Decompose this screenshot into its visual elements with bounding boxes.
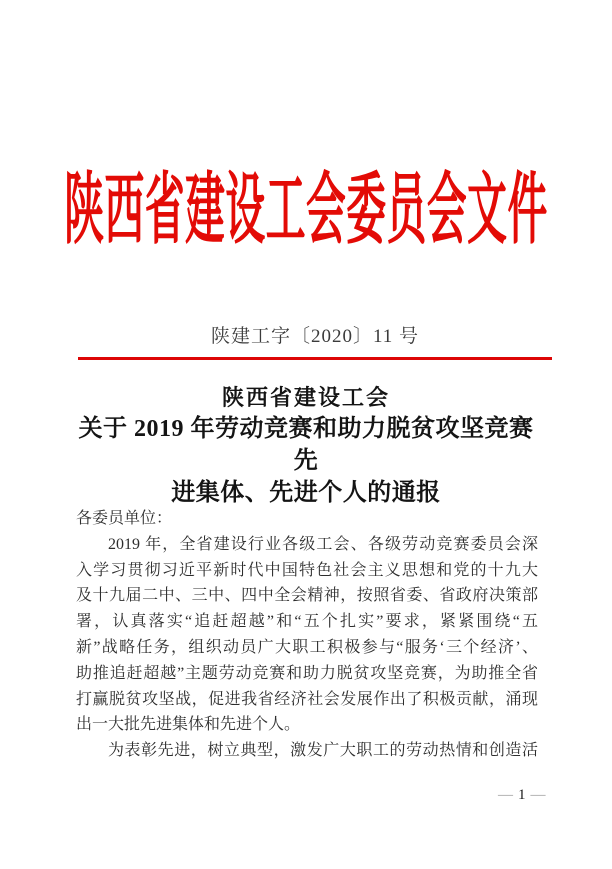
red-divider-line <box>78 357 552 360</box>
body-line: 出一大批先进集体和先进个人。 <box>76 716 301 734</box>
document-number: 陕建工字〔2020〕11 号 <box>210 326 420 347</box>
body-line: 为表彰先进，树立典型，激发广大职工的劳动热情和创造活 <box>108 742 538 760</box>
body-line: 署，认真落实“追赶超越”和“五个扎实”要求，紧紧围绕“五 <box>76 613 538 631</box>
page-number-value: 1 <box>518 787 526 803</box>
document-title-line-1: 陕西省建设工会 <box>221 385 390 410</box>
body-line: 及十九届二中、三中、四中全会精神，按照省委、省政府决策部 <box>76 587 538 605</box>
red-header-banner <box>0 165 612 253</box>
body-line: 入学习贯彻习近平新时代中国特色社会主义思想和党的十九大 <box>76 561 538 579</box>
page-number-dash-right: — <box>530 787 546 803</box>
body-line: 打赢脱贫攻坚战，促进我省经济社会发展作出了积极贡献，涌现 <box>76 690 538 708</box>
page-number <box>498 786 546 804</box>
body-line: 新”战略任务，组织动员广大职工积极参与“服务‘三个经济’、 <box>76 638 538 656</box>
banner-title: 陕西省建设工会委员会文件 <box>64 165 548 253</box>
body-text <box>76 506 538 764</box>
document-title <box>69 383 543 509</box>
salutation: 各委员单位： <box>76 510 173 527</box>
page-number-dash-left: — <box>498 787 513 803</box>
body-line: 2019 年，全省建设行业各级工会、各级劳动竞赛委员会深 <box>108 535 538 553</box>
document-title-line-2: 关于 2019 年劳动竞赛和助力脱贫攻坚竞赛先 <box>78 416 534 474</box>
document-title-line-3: 进集体、先进个人的通报 <box>171 480 441 506</box>
body-line: 助推追赶超越”主题劳动竞赛和助力脱贫攻坚竞赛，为助推全省 <box>76 664 538 682</box>
